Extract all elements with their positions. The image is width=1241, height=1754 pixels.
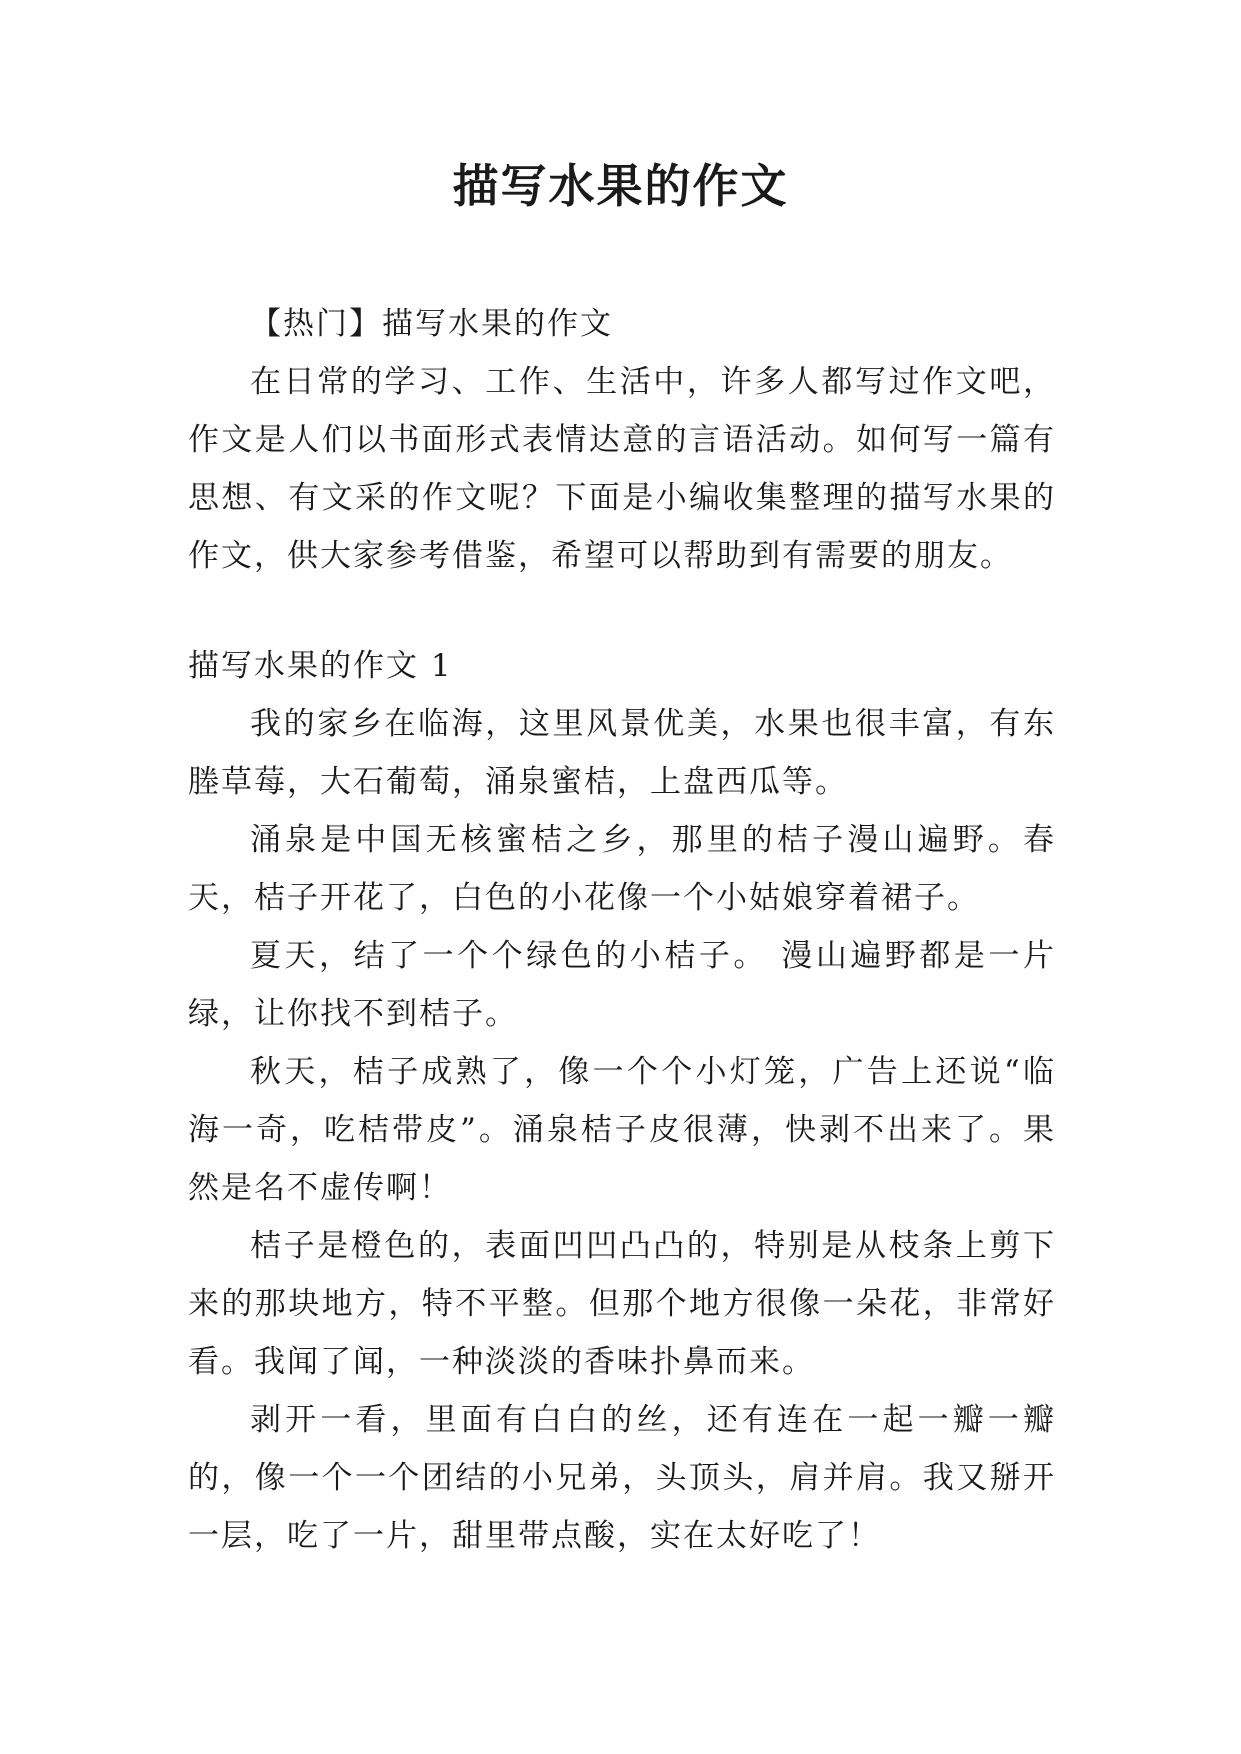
body-paragraph-4: 秋天，桔子成熟了，像一个个小灯笼，广告上还说“临海一奇，吃桔带皮”。涌泉桔子皮很薄，快剥不出来了。果然是名不虚传啊！ [188,1054,1056,1206]
section-title: 描写水果的作文 1 [188,648,453,684]
document-subtitle: 【热门】描写水果的作文 [250,306,613,342]
intro-paragraph: 在日常的学习、工作、生活中，许多人都写过作文吧，作文是人们以书面形式表情达意的言语活动。如何写一篇有思想、有文采的作文呢？下面是小编收集整理的描写水果的作文，供大家参考借鉴，希望可以帮助到有需要的朋友。 [188,364,1056,574]
body-paragraph-2: 涌泉是中国无核蜜桔之乡，那里的桔子漫山遍野。春天，桔子开花了，白色的小花像一个小姑娘穿着裙子。 [188,822,1056,916]
body-paragraph-3: 夏天，结了一个个绿色的小桔子。 漫山遍野都是一片绿，让你找不到桔子。 [188,938,1056,1032]
body-paragraph-5: 桔子是橙色的，表面凹凹凸凸的，特别是从枝条上剪下来的那块地方，特不平整。但那个地方很像一朵花，非常好看。我闻了闻，一种淡淡的香味扑鼻而来。 [188,1228,1056,1380]
body-paragraph-6: 剥开一看，里面有白白的丝，还有连在一起一瓣一瓣的，像一个一个团结的小兄弟，头顶头，肩并肩。我又掰开一层，吃了一片，甜里带点酸，实在太好吃了！ [188,1402,1056,1554]
document-title: 描写水果的作文 [452,159,789,213]
document-body [188,295,1056,1565]
body-paragraph-1: 我的家乡在临海，这里风景优美，水果也很丰富，有东塍草莓，大石葡萄，涌泉蜜桔，上盘西瓜等。 [188,706,1056,800]
